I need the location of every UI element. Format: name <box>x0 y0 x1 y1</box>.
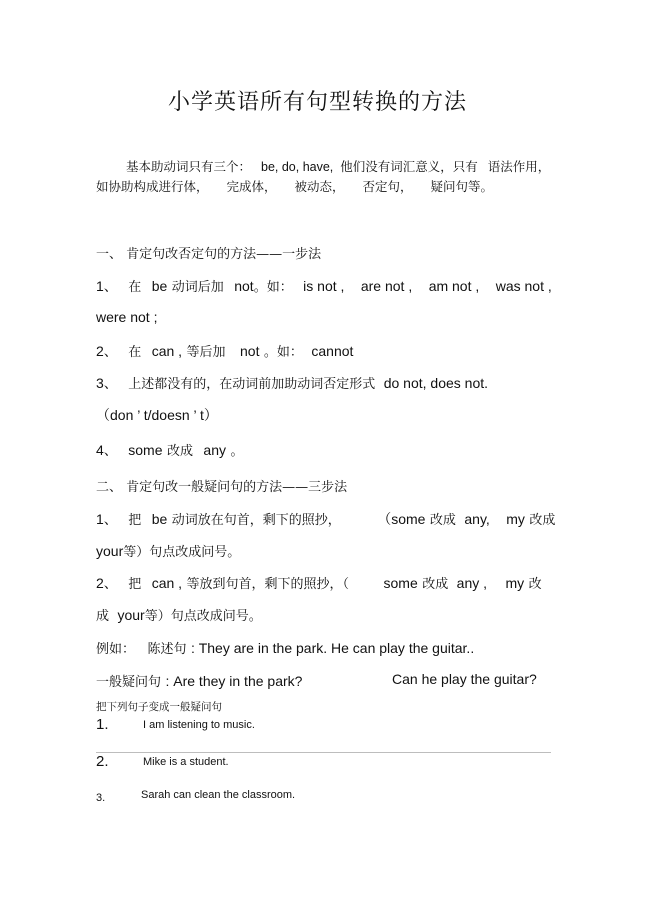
question-label: 一般疑问句 <box>96 675 162 690</box>
example-text: cannot <box>311 343 354 359</box>
section-1-rule-2 <box>96 341 353 361</box>
section-1-rule-1-cont: were not ; <box>96 309 158 325</box>
rule-text: not <box>234 278 254 294</box>
intro-text: 语法作用， <box>487 159 551 174</box>
rule-text: any, <box>464 511 490 527</box>
answer-line <box>96 752 551 753</box>
rule-text: 改成 <box>422 577 449 592</box>
intro-text: 疑问句等。 <box>430 179 494 194</box>
question-text-2: Can he play the guitar? <box>392 671 537 687</box>
rule-text: 把 <box>128 577 142 592</box>
section-1-rule-1 <box>96 276 552 296</box>
rule-text: 在 <box>128 280 142 295</box>
example-statement <box>96 638 474 657</box>
rule-text: 。如： <box>253 280 293 295</box>
exercise-number: 3. <box>96 792 106 804</box>
rule-text: 改成 <box>166 444 193 459</box>
rule-number: 2、 <box>96 575 118 591</box>
intro-line-1 <box>126 157 550 175</box>
intro-text: 他们没有词汇意义，只有 <box>340 159 478 174</box>
example-text: is not , <box>303 278 345 294</box>
section-2-rule-1 <box>96 509 555 529</box>
rule-text: do not, does not. <box>383 375 489 391</box>
intro-text: 如协助构成进行体， <box>96 179 209 194</box>
rule-text: be <box>151 511 168 527</box>
rule-text: my <box>506 511 525 527</box>
intro-text: be, do, have, <box>261 160 334 174</box>
intro-text: 被动态， <box>294 179 345 194</box>
example-label: 例如： <box>96 642 136 657</box>
rule-text: be <box>151 278 168 294</box>
rule-number: 3、 <box>96 375 118 391</box>
statement-label: 陈述句 <box>147 642 187 657</box>
section-2-heading: 二、 肯定句改一般疑问句的方法——三步法 <box>96 480 348 495</box>
rule-text: 动词后加 <box>171 280 224 295</box>
exercise-sentence: I am listening to music. <box>143 719 255 731</box>
rule-text: some <box>383 575 418 591</box>
rule-text: 。如： <box>263 345 303 360</box>
rule-text: not <box>240 343 260 359</box>
section-1-heading: 一、 肯定句改否定句的方法——一步法 <box>96 247 322 262</box>
rule-text: my <box>505 575 525 591</box>
section-1-rule-3 <box>96 373 488 393</box>
intro-text: 否定句， <box>362 179 413 194</box>
rule-text: 成 <box>96 609 110 624</box>
rule-text: 动词放在句首，剩下的照抄， <box>171 513 341 528</box>
rule-number: 4、 <box>96 442 118 458</box>
rule-text: any <box>203 442 226 458</box>
rule-text: 。 <box>230 444 244 459</box>
intro-line-2 <box>96 177 493 195</box>
exercise-number: 1. <box>96 716 109 733</box>
rule-text: 在 <box>128 345 142 360</box>
exercise-instruction: 把下列句子变成一般疑问句 <box>96 701 222 713</box>
rule-text: 等放到句首，剩下的照抄，（ <box>186 577 350 592</box>
exercise-number: 2. <box>96 753 109 770</box>
question-text: : Are they in the park? <box>165 673 303 689</box>
rule-text: some <box>128 442 163 458</box>
intro-text: 基本助动词只有三个： <box>126 159 252 174</box>
rule-text: can , <box>151 343 183 359</box>
rule-text: 上述都没有的，在动词前加助动词否定形式 <box>128 377 376 392</box>
rule-number: 1、 <box>96 511 118 527</box>
example-text: are not , <box>360 278 413 294</box>
page-title: 小学英语所有句型转换的方法 <box>168 90 468 115</box>
rule-text: 等）句点改成问号。 <box>123 545 241 560</box>
example-text: was not , <box>495 278 552 294</box>
rule-text: （some <box>377 511 426 527</box>
section-2-rule-1-cont <box>96 541 240 560</box>
statement-text: : They are in the park. He can play the guitar.. <box>190 640 475 656</box>
section-2-rule-2-cont <box>96 605 262 624</box>
rule-text: your <box>117 607 145 623</box>
rule-text: 改成 <box>429 513 456 528</box>
rule-text: 等后加 <box>186 345 226 360</box>
rule-text: your <box>96 543 124 559</box>
rule-text: 改成 <box>529 513 556 528</box>
rule-text: 把 <box>128 513 142 528</box>
rule-number: 1、 <box>96 278 118 294</box>
example-question <box>96 671 302 690</box>
exercise-sentence: Sarah can clean the classroom. <box>141 789 296 801</box>
section-1-rule-4 <box>96 440 243 460</box>
rule-text: any , <box>456 575 488 591</box>
exercise-sentence: Mike is a student. <box>143 756 229 768</box>
section-2-rule-2 <box>96 573 542 593</box>
intro-text: 完成体， <box>226 179 277 194</box>
rule-number: 2、 <box>96 343 118 359</box>
section-1-rule-3-cont: （don ’ t/doesn ’ t） <box>96 407 218 423</box>
example-text: am not , <box>428 278 480 294</box>
rule-text: 改 <box>528 577 542 592</box>
rule-text: can , <box>151 575 183 591</box>
rule-text: 等）句点改成问号。 <box>144 609 262 624</box>
